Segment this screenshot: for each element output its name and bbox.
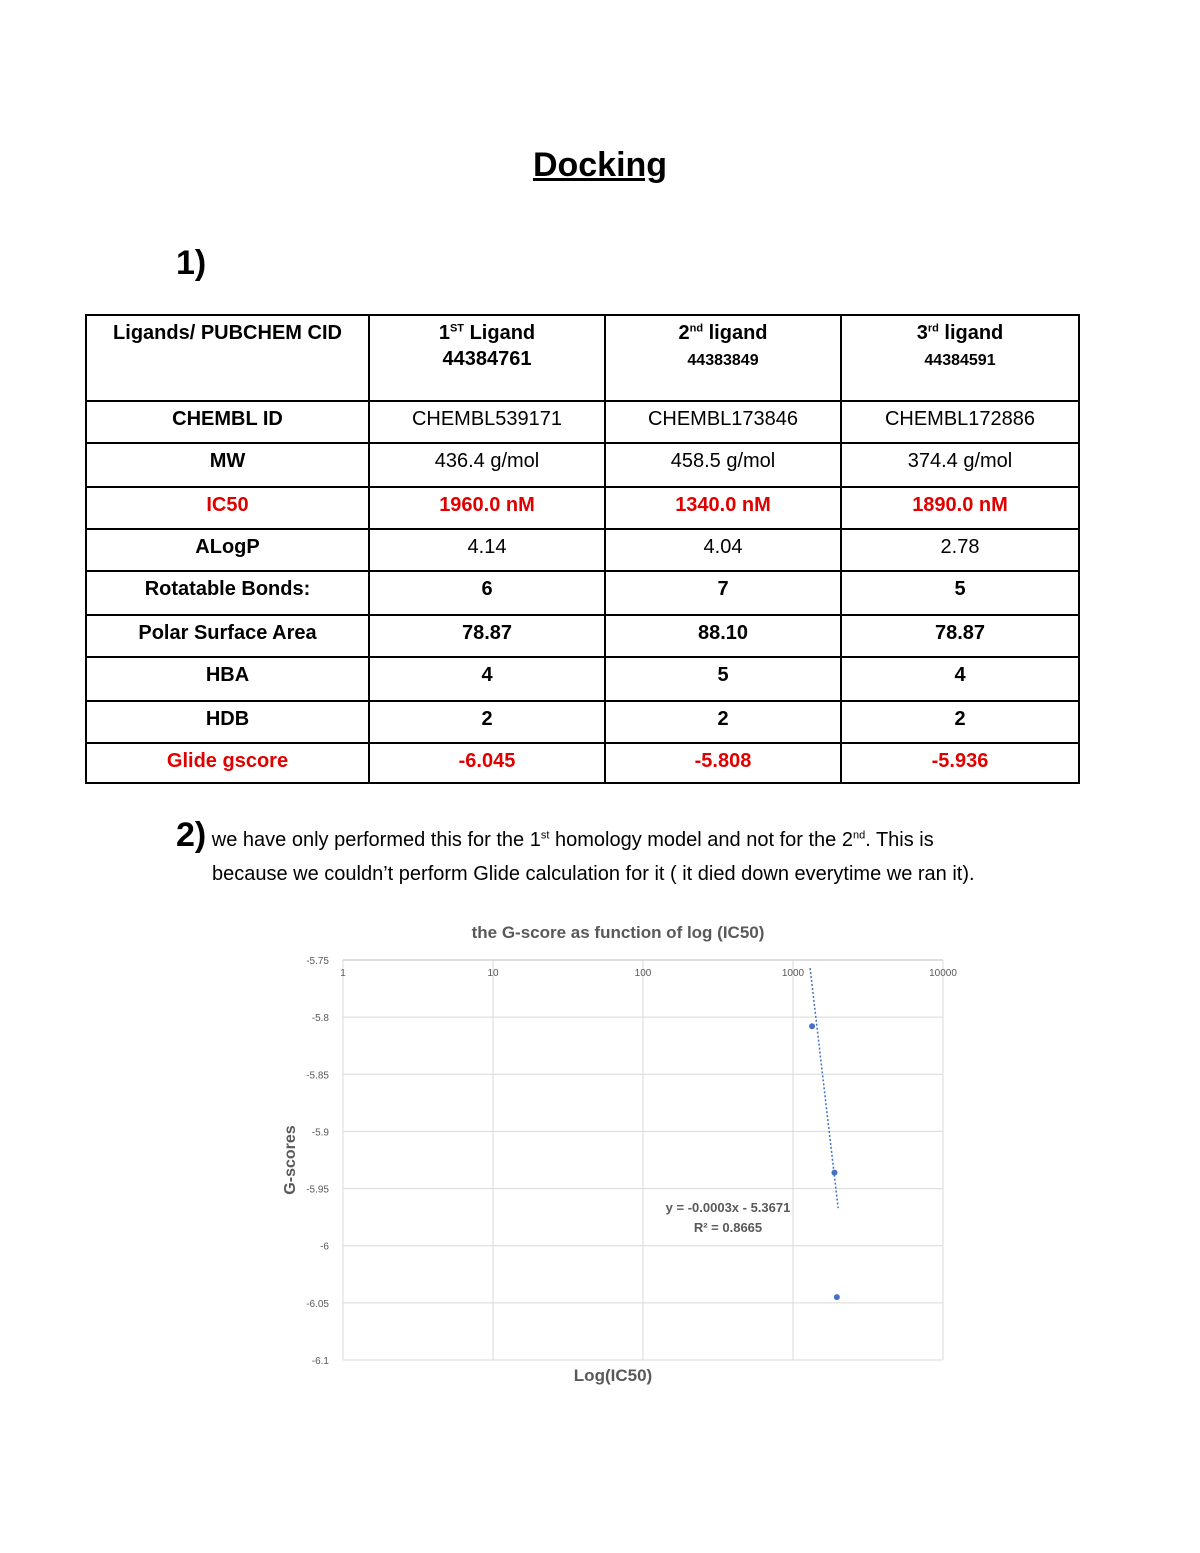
table-cell: 78.87 <box>369 615 605 657</box>
table-row <box>86 443 1079 487</box>
y-tick-label: -6.05 <box>306 1298 329 1310</box>
table-row <box>86 487 1079 529</box>
table-cell: CHEMBL172886 <box>841 401 1079 443</box>
table-row <box>86 529 1079 571</box>
ligand-2-num: 2 <box>678 322 690 344</box>
y-tick-label: -5.75 <box>306 956 329 967</box>
section-2-label: 2) <box>176 816 207 854</box>
table-cell: 458.5 g/mol <box>605 443 841 487</box>
row-label-cell: CHEMBL ID <box>86 401 369 443</box>
section-2-sup-a: st <box>540 829 550 842</box>
section-2-text-d: because we couldn’t perform Glide calculation for it ( it died down everytime we ran it). <box>212 863 975 885</box>
table-cell: 374.4 g/mol <box>841 443 1079 487</box>
table-cell: 7 <box>605 571 841 615</box>
table-row <box>86 401 1079 443</box>
chart-title: the G-score as function of log (IC50) <box>471 923 765 942</box>
row-label-cell: ALogP <box>86 529 369 571</box>
x-tick-label: 1 <box>340 968 346 979</box>
gscore-chart <box>270 910 970 1400</box>
y-tick-label: -5.9 <box>311 1127 329 1139</box>
ligand-1-sup: ST <box>449 322 465 335</box>
table-cell: CHEMBL173846 <box>605 401 841 443</box>
table-cell: 1340.0 nM <box>605 487 841 529</box>
x-axis-label: Log(IC50) <box>573 1366 653 1385</box>
ligand-3-num: 3 <box>916 322 928 344</box>
table-cell: 78.87 <box>841 615 1079 657</box>
table-cell: -5.808 <box>605 743 841 783</box>
ligand-1-num: 1 <box>438 322 450 344</box>
table-cell: 5 <box>841 571 1079 615</box>
header-label-cell: Ligands/ PUBCHEM CID <box>86 315 369 401</box>
table-row <box>86 701 1079 743</box>
x-tick-label: 10 <box>487 968 499 979</box>
section-2-text-a: we have only performed this for the 1 <box>206 829 541 851</box>
row-label-cell: IC50 <box>86 487 369 529</box>
table-row <box>86 571 1079 615</box>
row-label-cell: Polar Surface Area <box>86 615 369 657</box>
table-cell: CHEMBL539171 <box>369 401 605 443</box>
table-row <box>86 657 1079 701</box>
trendline-equation: y = -0.0003x - 5.3671 <box>665 1200 791 1215</box>
table-row <box>86 743 1079 783</box>
row-label-cell: MW <box>86 443 369 487</box>
x-tick-label: 1000 <box>781 968 805 979</box>
table-cell: -5.936 <box>841 743 1079 783</box>
row-label-cell: Glide gscore <box>86 743 369 783</box>
table-cell: 4 <box>369 657 605 701</box>
table-cell: 4.04 <box>605 529 841 571</box>
table-cell: 2.78 <box>841 529 1079 571</box>
table-row <box>86 615 1079 657</box>
header-ligand-1 <box>369 315 605 401</box>
table-cell: 4.14 <box>369 529 605 571</box>
table-cell: 1960.0 nM <box>369 487 605 529</box>
y-axis-label: G-scores <box>282 1125 299 1195</box>
data-point <box>834 1294 840 1300</box>
table-cell: 4 <box>841 657 1079 701</box>
page-title: Docking <box>532 146 668 184</box>
section-2-text-b: homology model and not for the 2 <box>549 829 853 851</box>
section-2-text-c: . This is <box>865 829 934 851</box>
y-tick-label: -5.8 <box>311 1013 329 1025</box>
x-tick-label: 10000 <box>929 968 957 979</box>
data-point <box>809 1023 815 1029</box>
table-cell: -6.045 <box>369 743 605 783</box>
ligand-properties-table <box>85 314 1080 784</box>
row-label-cell: Rotatable Bonds: <box>86 571 369 615</box>
ligand-1-word: Ligand <box>464 322 536 344</box>
y-tick-label: -5.85 <box>306 1070 329 1082</box>
row-label-cell: HBA <box>86 657 369 701</box>
table-cell: 2 <box>841 701 1079 743</box>
table-cell: 6 <box>369 571 605 615</box>
section-2-text <box>176 818 1076 891</box>
header-ligand-3 <box>841 315 1079 401</box>
table-cell: 2 <box>605 701 841 743</box>
table-header-row <box>86 315 1079 401</box>
data-point <box>831 1170 837 1176</box>
trendline-r2: R² = 0.8665 <box>693 1220 763 1235</box>
table-cell: 1890.0 nM <box>841 487 1079 529</box>
table-cell: 88.10 <box>605 615 841 657</box>
section-1-label: 1) <box>176 244 207 282</box>
ligand-2-word: ligand <box>703 322 768 344</box>
table-cell: 436.4 g/mol <box>369 443 605 487</box>
table-cell: 5 <box>605 657 841 701</box>
row-label-cell: HDB <box>86 701 369 743</box>
y-tick-label: -6.1 <box>311 1356 329 1367</box>
table-cell: 2 <box>369 701 605 743</box>
ligand-3-sup: rd <box>927 322 939 335</box>
ligand-2-sup: nd <box>689 322 704 335</box>
x-tick-label: 100 <box>634 968 652 979</box>
section-2-sup-b: nd <box>852 829 866 842</box>
ligand-3-word: ligand <box>938 322 1004 344</box>
ligand-2-cid: 44383849 <box>687 352 759 369</box>
ligand-3-cid: 44384591 <box>924 352 996 369</box>
header-ligand-2 <box>605 315 841 401</box>
y-tick-label: -6 <box>320 1241 329 1253</box>
ligand-1-cid: 44384761 <box>442 348 532 370</box>
y-tick-label: -5.95 <box>306 1184 329 1196</box>
